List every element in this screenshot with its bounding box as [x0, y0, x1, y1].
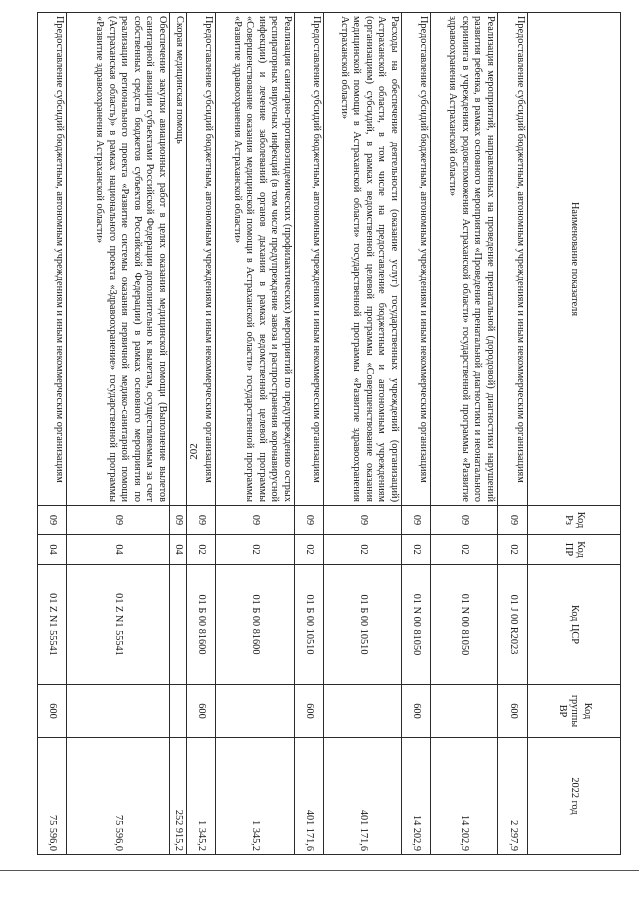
cell-pr: 04	[67, 535, 170, 565]
table-row	[402, 13, 431, 855]
cell-rz: 09	[187, 506, 216, 535]
cell-csr: 01 N 00 81050	[431, 565, 498, 685]
table-header-row	[528, 13, 621, 855]
cell-amount: 401 171,6	[324, 738, 402, 855]
cell-vr: 600	[295, 685, 324, 738]
cell-pr: 02	[216, 535, 295, 565]
cell-csr: 01 Б 00 10510	[324, 565, 402, 685]
cell-vr	[431, 685, 498, 738]
cell-amount: 14 202,9	[402, 738, 431, 855]
table-row	[170, 13, 187, 855]
budget-table	[37, 12, 621, 855]
cell-name: Обеспечение закупки авиационных работ в целях оказания медицинской помощи (Выполнение вылетов санитарной авиации субъектами Российской Федерации дополнительно к вылетам, осуществляемым за счет собственных средств бюджетов субъектов Российской Федерации) в рамках основного мероприятия по реализации регионального проекта «Развитие системы оказания первичной медико-санитарной помощи (Астраханская область)» в рамках национального проекта «Здравоохранение» государственной программы «Развитие здравоохранения Астраханской области»	[67, 13, 170, 506]
header-name: Наименование показателя	[528, 13, 621, 506]
table-row	[431, 13, 498, 855]
cell-csr: 01 Б 00 10510	[295, 565, 324, 685]
cell-amount: 14 202,9	[431, 738, 498, 855]
cell-rz: 09	[498, 506, 528, 535]
cell-csr: 01 N 00 81050	[402, 565, 431, 685]
table-row	[187, 13, 216, 855]
cell-csr: 01 Б 00 81600	[187, 565, 216, 685]
cell-name: Предоставление субсидий бюджетным, автономным учреждениям и иным некоммерческим организациям	[187, 13, 216, 506]
cell-csr: 01 Z N1 55541	[67, 565, 170, 685]
header-year: 2022 год	[528, 738, 621, 855]
cell-rz: 09	[170, 506, 187, 535]
cell-pr: 02	[431, 535, 498, 565]
cell-amount: 252 915,2	[170, 738, 187, 855]
cell-pr: 02	[402, 535, 431, 565]
cell-rz: 09	[295, 506, 324, 535]
table-row	[498, 13, 528, 855]
cell-csr: 01 Z N1 55541	[38, 565, 67, 685]
cell-rz: 09	[431, 506, 498, 535]
cell-amount: 2 297,9	[498, 738, 528, 855]
page-bottom-rule	[0, 870, 639, 871]
cell-csr: 01 Б 00 81600	[216, 565, 295, 685]
cell-vr: 600	[38, 685, 67, 738]
cell-vr	[216, 685, 295, 738]
cell-pr: 02	[295, 535, 324, 565]
cell-name: Предоставление субсидий бюджетным, автономным учреждениям и иным некоммерческим организациям	[295, 13, 324, 506]
cell-pr: 04	[38, 535, 67, 565]
header-vr: Код группы ВР	[528, 685, 621, 738]
cell-name: Расходы на обеспечение деятельности (оказание услуг) государственных учреждений (организаций) Астраханской области, в том числе на предоставление бюджетным и автономным учреждениям (организациям) субсидий, в рамках ведомственной целевой программы «Совершенствование оказания медицинской помощи в Астраханской области» государственной программы «Развитие здравоохранения Астраханской области»	[324, 13, 402, 506]
cell-vr	[67, 685, 170, 738]
cell-vr: 600	[402, 685, 431, 738]
cell-csr	[170, 565, 187, 685]
table-row	[67, 13, 170, 855]
cell-vr	[170, 685, 187, 738]
cell-vr: 600	[498, 685, 528, 738]
cell-vr	[324, 685, 402, 738]
cell-rz: 09	[216, 506, 295, 535]
cell-pr: 04	[170, 535, 187, 565]
cell-amount: 1 345,2	[187, 738, 216, 855]
cell-name: Реализация санитарно-противоэпидемических (профилактических) мероприятий по предупреждению острых респираторных вирусных инфекций (в том числе предупреждение завоза и распространения коронавирусной инфекции) и лечение заболеваний органов дыхания в рамках ведомственной целевой программы «Совершенствование оказания медицинской помощи в Астраханской области» государственной программы «Развитие здравоохранения Астраханской области»	[216, 13, 295, 506]
cell-rz: 09	[67, 506, 170, 535]
cell-amount: 401 171,6	[295, 738, 324, 855]
cell-amount: 1 345,2	[216, 738, 295, 855]
cell-pr: 02	[498, 535, 528, 565]
budget-table-page	[47, 12, 621, 854]
cell-rz: 09	[402, 506, 431, 535]
cell-name: Реализация мероприятий, направленных на проведение пренатальной (дородовой) диагностики нарушений развития ребенка, в рамках основного мероприятия «Проведение пренатальной диагностики и неонатального скрининга в учреждениях родовспоможения Астраханской области» государственной программы «Развитие здравоохранения Астраханской области»	[431, 13, 498, 506]
cell-amount: 75 596,0	[67, 738, 170, 855]
header-pr: Код ПР	[528, 535, 621, 565]
table-row	[216, 13, 295, 855]
cell-name: Предоставление субсидий бюджетным, автономным учреждениям и иным некоммерческим организациям	[498, 13, 528, 506]
cell-rz: 09	[324, 506, 402, 535]
cell-rz: 09	[38, 506, 67, 535]
table-row	[38, 13, 67, 855]
table-row	[324, 13, 402, 855]
table-row	[295, 13, 324, 855]
cell-name: Скорая медицинская помощь	[170, 13, 187, 506]
cell-pr: 02	[324, 535, 402, 565]
cell-name: Предоставление субсидий бюджетным, автономным учреждениям и иным некоммерческим организациям	[38, 13, 67, 506]
cell-name: Предоставление субсидий бюджетным, автономным учреждениям и иным некоммерческим организациям	[402, 13, 431, 506]
cell-csr: 01 J 00 R2023	[498, 565, 528, 685]
cell-vr: 600	[187, 685, 216, 738]
page-number: 202	[187, 443, 200, 460]
header-csr: Код ЦСР	[528, 565, 621, 685]
cell-amount: 75 596,0	[38, 738, 67, 855]
header-rz: Код Рз	[528, 506, 621, 535]
table-body	[38, 13, 528, 855]
cell-pr: 02	[187, 535, 216, 565]
